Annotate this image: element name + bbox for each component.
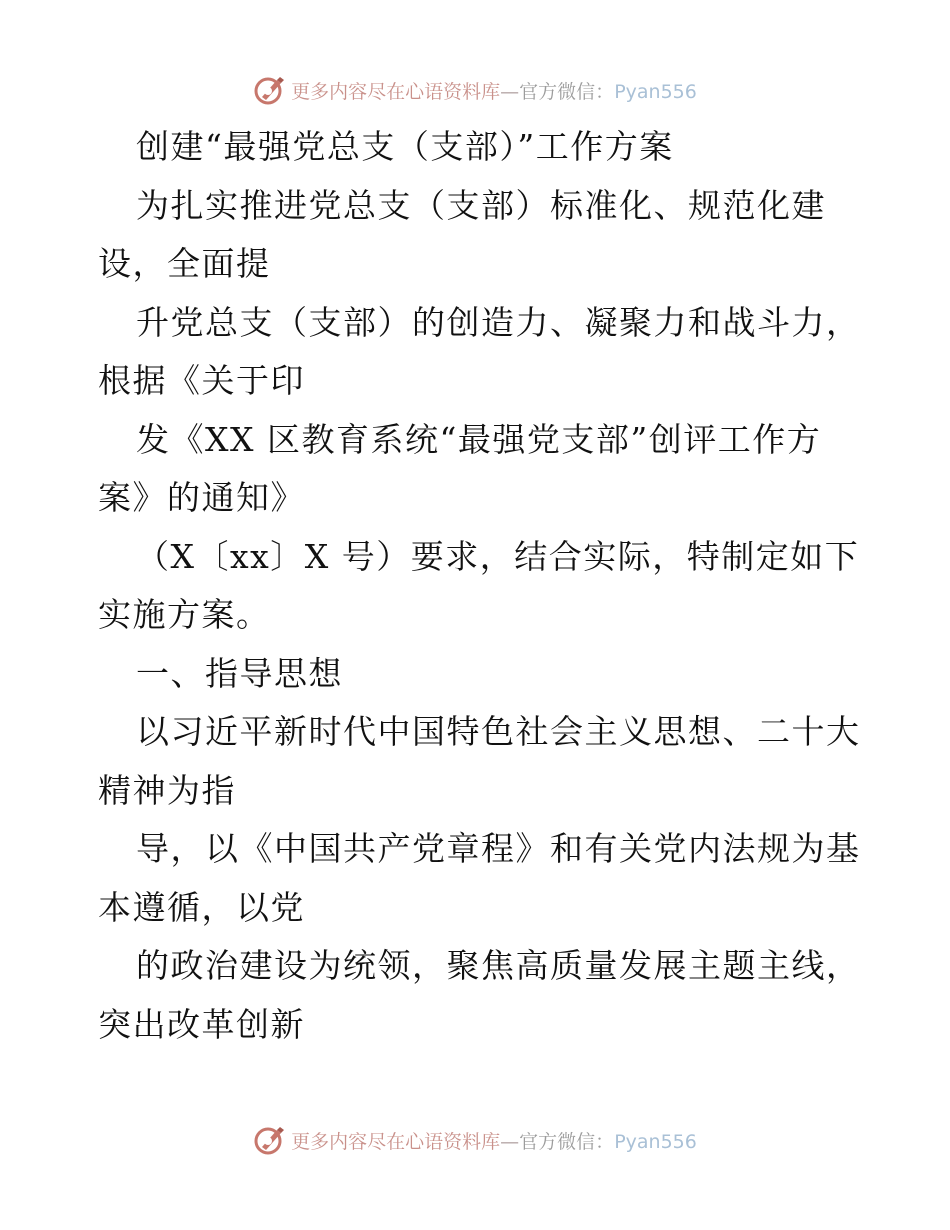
text-line: 为扎实推进党总支（支部）标准化、规范化建 [136, 185, 826, 225]
watermark-brand: 更多内容尽在心语资料库 [291, 80, 501, 103]
watermark-brand: 更多内容尽在心语资料库 [291, 1130, 501, 1153]
text-line: 精神为指 [98, 770, 236, 810]
text-line: 突出改革创新 [98, 1004, 305, 1044]
text-line: 升党总支（支部）的创造力、凝聚力和战斗力， [136, 302, 861, 342]
watermark-separator: — [500, 80, 520, 103]
text-line: 以习近平新时代中国特色社会主义思想、二十大 [136, 712, 861, 751]
text-line: 导，以《中国共产党章程》和有关党内法规为基 [136, 829, 861, 868]
text-line: 一、指导思想 [136, 653, 343, 693]
text-line: 根据《关于印 [98, 361, 305, 400]
watermark-text [291, 1127, 697, 1154]
text-line: 本遵循，以党 [98, 887, 305, 927]
watermark-wechat-label: 官方微信： [519, 80, 615, 103]
text-line: 设，全面提 [98, 244, 271, 283]
footer-watermark [0, 1120, 950, 1160]
watermark-wechat-id: Pyan556 [614, 1130, 697, 1153]
text-line: 实施方案。 [98, 595, 271, 634]
document-body [98, 118, 861, 1054]
pen-logo-icon [253, 1123, 287, 1157]
watermark-separator: — [500, 1130, 520, 1153]
watermark-wechat-id: Pyan556 [614, 80, 697, 103]
text-line: 发《XX 区教育系统“最强党支部”创评工作方 [136, 419, 822, 459]
text-line: （X〔xx〕X 号）要求，结合实际，特制定如下 [136, 536, 860, 576]
pen-logo-icon [253, 73, 287, 107]
text-line: 的政治建设为统领，聚焦高质量发展主题主线， [136, 946, 861, 985]
header-watermark [0, 70, 950, 110]
text-line: 创建“最强党总支（支部）”工作方案 [136, 127, 674, 166]
text-line: 案》的通知》 [98, 478, 305, 517]
watermark-text [291, 77, 697, 104]
watermark-wechat-label: 官方微信： [519, 1130, 615, 1153]
